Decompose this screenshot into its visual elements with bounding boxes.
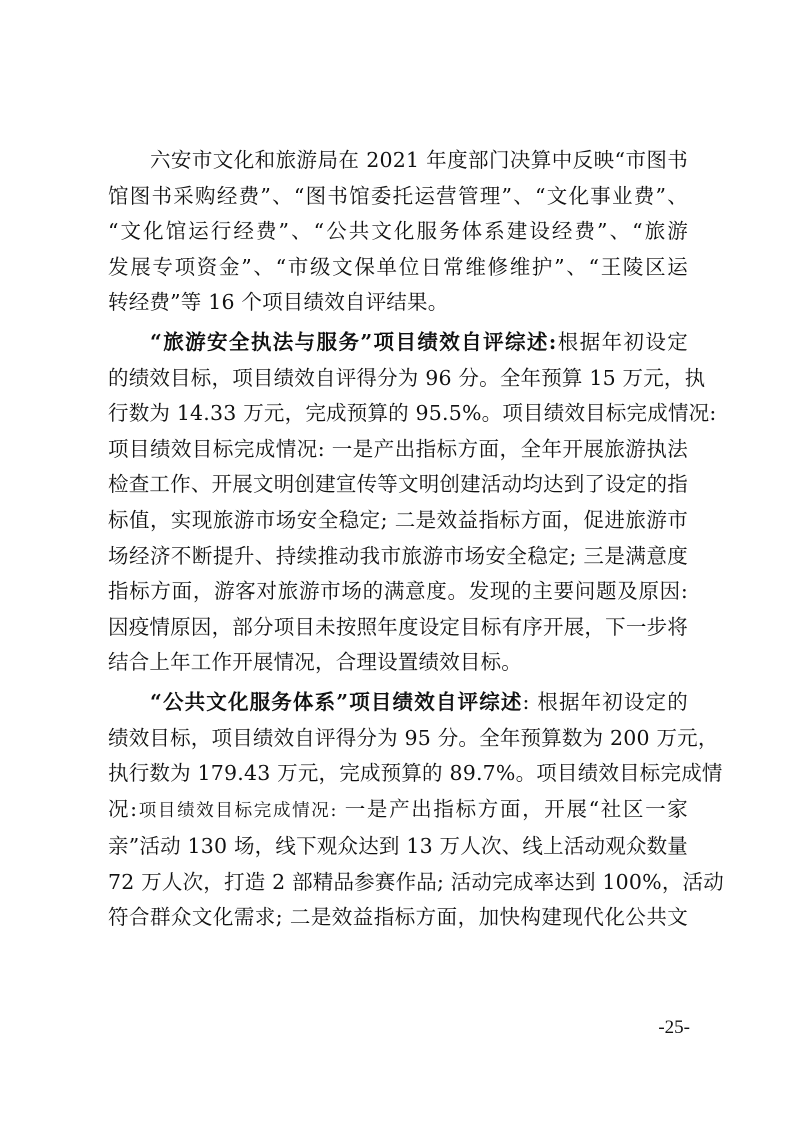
text-line: 的绩效目标，项目绩效自评得分为 96 分。全年预算 15 万元，执 — [108, 365, 706, 390]
text-line: 场经济不断提升、持续推动我市旅游市场安全稳定; 三是满意度 — [108, 543, 688, 568]
text-line: 行数为 14.33 万元，完成预算的 95.5%。项目绩效目标完成情况: — [108, 401, 717, 426]
text-line: 执行数为 179.43 万元，完成预算的 89.7%。项目绩效目标完成情 — [108, 761, 723, 786]
text-line: 绩效目标，项目绩效自评得分为 95 分。全年预算数为 200 万元， — [108, 725, 719, 750]
text-line: 因疫情原因，部分项目未按照年度设定目标有序开展，下一步将 — [108, 614, 688, 639]
document-body — [108, 143, 724, 940]
text-fragment-small: 项目绩效目标完成情况: — [137, 800, 337, 821]
section-heading: “公共文化服务体系”项目绩效自评综述 — [150, 689, 523, 714]
text-line: 发展专项资金”、“市级文保单位日常维修维护”、“王陵区运 — [108, 254, 688, 279]
text-line: 馆图书采购经费”、“图书馆委托运营管理”、“文化事业费”、 — [108, 183, 688, 208]
page-number: -25- — [658, 1017, 690, 1038]
paragraph-intro — [108, 143, 688, 321]
text-line: 结合上年工作开展情况，合理设置绩效目标。 — [108, 650, 522, 675]
section-heading: “旅游安全执法与服务”项目绩效自评综述: — [150, 329, 557, 354]
text-line: 六安市文化和旅游局在 2021 年度部门决算中反映“市图书 — [150, 148, 688, 172]
text-line — [108, 792, 688, 830]
text-line: 检查工作、开展文明创建宣传等文明创建活动均达到了设定的指 — [108, 472, 688, 497]
text-line: 亲”活动 130 场，线下观众达到 13 万人次、线上活动观众数量 — [108, 834, 688, 859]
text-line: 指标方面，游客对旅游市场的满意度。发现的主要问题及原因: — [108, 579, 688, 604]
text-line — [108, 325, 688, 361]
text-line — [108, 685, 688, 721]
text-fragment: : 根据年初设定的 — [522, 689, 688, 714]
text-fragment: 根据年初设定 — [556, 329, 688, 354]
text-line: 项目绩效目标完成情况: 一是产出指标方面，全年开展旅游执法 — [108, 436, 688, 461]
text-fragment: 况: — [108, 796, 138, 821]
text-line: 转经费”等 16 个项目绩效自评结果。 — [108, 290, 449, 315]
text-fragment: 一是产出指标方面，开展“社区一家 — [336, 796, 688, 821]
text-line: 符合群众文化需求; 二是效益指标方面，加快构建现代化公共文 — [108, 905, 688, 930]
text-line: 72 万人次，打造 2 部精品参赛作品; 活动完成率达到 100%，活动 — [108, 869, 724, 894]
paragraph-public-culture — [108, 685, 724, 936]
paragraph-tourism-safety — [108, 325, 717, 681]
text-line: 标值，实现旅游市场安全稳定; 二是效益指标方面，促进旅游市 — [108, 507, 688, 532]
text-line: “文化馆运行经费”、“公共文化服务体系建设经费”、“旅游 — [108, 219, 688, 244]
